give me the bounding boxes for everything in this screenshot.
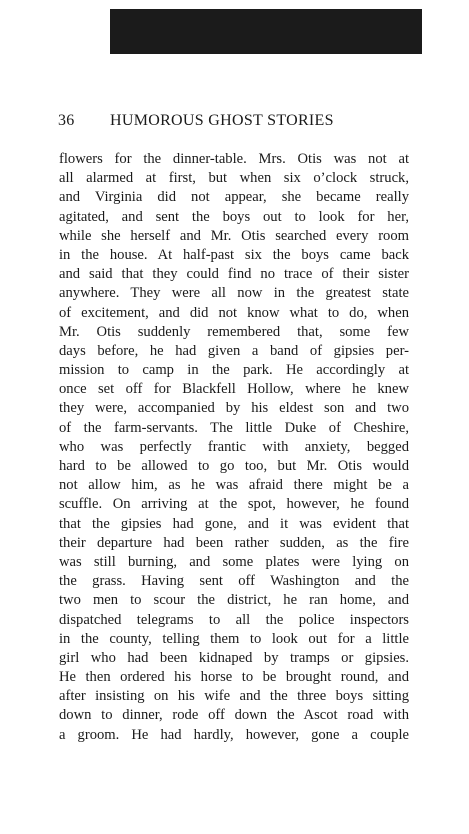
text-line: flowers for the dinner-table. Mrs. Otis was not at — [59, 151, 409, 167]
text-line: they were, accompanied by his eldest son and two — [59, 400, 409, 417]
page-number: 36 — [58, 112, 75, 129]
text-line: agitated, and sent the boys out to look for her, — [59, 208, 409, 225]
text-line: who was perfectly frantic with anxiety, begged — [59, 438, 409, 455]
text-line: the grass. Having sent off Washington and the — [59, 573, 409, 590]
text-line: hard to be allowed to go too, but Mr. Otis would — [59, 458, 409, 474]
text-line: scuffle. On arriving at the spot, however, he found — [59, 496, 409, 513]
text-line: of excitement, and did not know what to do, when — [59, 304, 409, 321]
text-line: after insisting on his wife and the three boys sitting — [59, 688, 409, 705]
text-line: in the house. At half-past six the boys came back — [59, 246, 409, 263]
text-line: Mr. Otis suddenly remembered that, some few — [59, 323, 409, 340]
text-line: all alarmed at first, but when six o’clock struck, — [59, 170, 409, 187]
body-text — [59, 150, 409, 745]
text-line: anywhere. They were all now in the greatest state — [59, 285, 409, 302]
text-line: days before, he had given a band of gipsies per- — [59, 342, 409, 359]
text-line: their departure had been rather sudden, as the fire — [59, 534, 409, 551]
redaction-bar — [110, 9, 422, 54]
text-line: was still burning, and some plates were lying on — [59, 553, 409, 570]
text-line: while she herself and Mr. Otis searched every room — [59, 227, 409, 244]
running-title: HUMOROUS GHOST STORIES — [110, 112, 334, 129]
text-line: down to dinner, rode off down the Ascot road with — [59, 707, 409, 724]
text-line: that the gipsies had gone, and it was evident that — [59, 515, 409, 532]
text-line: not allow him, as he was afraid there might be a — [59, 477, 409, 494]
text-line: in the county, telling them to look out for a little — [59, 630, 409, 647]
text-line: once set off for Blackfell Hollow, where he knew — [59, 381, 409, 398]
text-line: He then ordered his horse to be brought round, and — [59, 669, 409, 686]
running-head — [58, 112, 418, 134]
text-line: two men to scour the district, he ran home, and — [59, 592, 409, 609]
text-line: dispatched telegrams to all the police inspectors — [59, 611, 409, 628]
text-line: and said that they could find no trace of their sister — [59, 266, 409, 283]
text-line: mission to camp in the park. He accordingly at — [59, 362, 409, 379]
text-line: girl who had been kidnaped by tramps or gipsies. — [59, 649, 409, 666]
text-line: of the farm-servants. The little Duke of Cheshire, — [59, 419, 409, 436]
text-line: and Virginia did not appear, she became really — [59, 189, 409, 206]
text-line: a groom. He had hardly, however, gone a couple — [59, 726, 409, 743]
